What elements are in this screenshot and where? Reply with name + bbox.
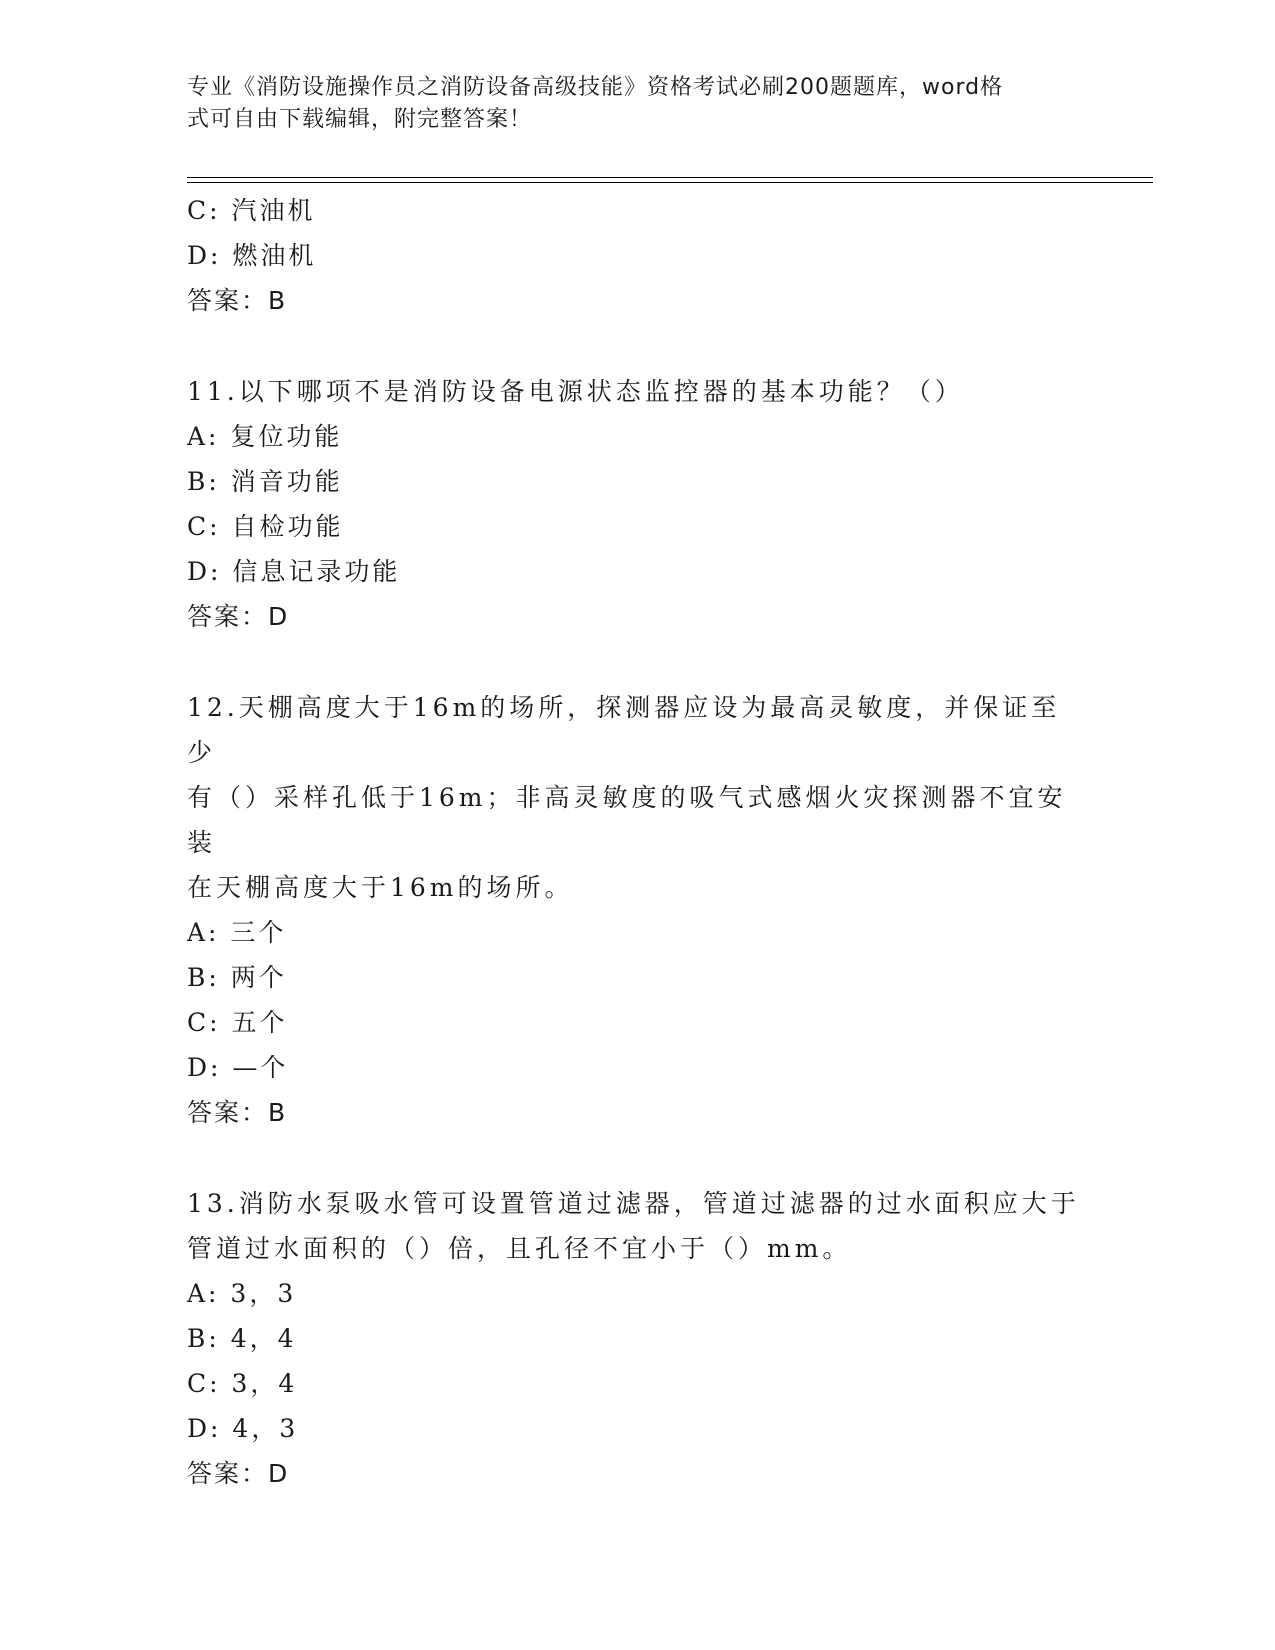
document-header	[187, 72, 1067, 136]
option-a: A: 3，3	[187, 1279, 297, 1308]
previous-question-tail	[187, 188, 1087, 323]
option-c: C: 3，4	[187, 1369, 298, 1398]
question-stem-line: 管道过水面积的（）倍，且孔径不宜小于（）mm。	[187, 1234, 852, 1263]
answer-line: 答案：B	[187, 1098, 288, 1127]
question-stem-line: 11.以下哪项不是消防设备电源状态监控器的基本功能？（）	[187, 377, 964, 406]
answer-line: 答案：B	[187, 286, 288, 315]
option-d: D: —个	[187, 1053, 289, 1082]
option-b: B: 两个	[187, 963, 287, 992]
option-a: A: 复位功能	[187, 422, 343, 451]
question-stem-line: 有（）采样孔低于16m；非高灵敏度的吸气式感烟火灾探测器不宜安装	[187, 783, 1067, 857]
question-11	[187, 369, 1087, 639]
header-line-1: 专业《消防设施操作员之消防设备高级技能》资格考试必刷200题题库，word格	[187, 75, 1004, 100]
question-stem-line: 13.消防水泵吸水管可设置管道过滤器，管道过滤器的过水面积应大于	[187, 1189, 1080, 1218]
option-c: C: 汽油机	[187, 196, 316, 225]
option-d: D: 信息记录功能	[187, 557, 401, 586]
question-12	[187, 685, 1087, 1135]
question-list	[187, 188, 1087, 1496]
option-b: B: 消音功能	[187, 467, 343, 496]
option-d: D: 4，3	[187, 1414, 299, 1443]
question-13	[187, 1181, 1087, 1496]
question-stem-line: 在天棚高度大于16m的场所。	[187, 873, 574, 902]
header-line-2: 式可自由下载编辑，附完整答案！	[187, 107, 533, 132]
option-c: C: 五个	[187, 1008, 288, 1037]
answer-line: 答案：D	[187, 1459, 290, 1488]
option-d: D: 燃油机	[187, 241, 317, 270]
header-divider-bottom	[187, 182, 1153, 183]
option-c: C: 自检功能	[187, 512, 344, 541]
header-divider-top	[187, 177, 1153, 178]
question-stem-line: 12.天棚高度大于16m的场所，探测器应设为最高灵敏度，并保证至少	[187, 693, 1061, 767]
answer-line: 答案：D	[187, 602, 290, 631]
option-b: B: 4，4	[187, 1324, 297, 1353]
option-a: A: 三个	[187, 918, 287, 947]
